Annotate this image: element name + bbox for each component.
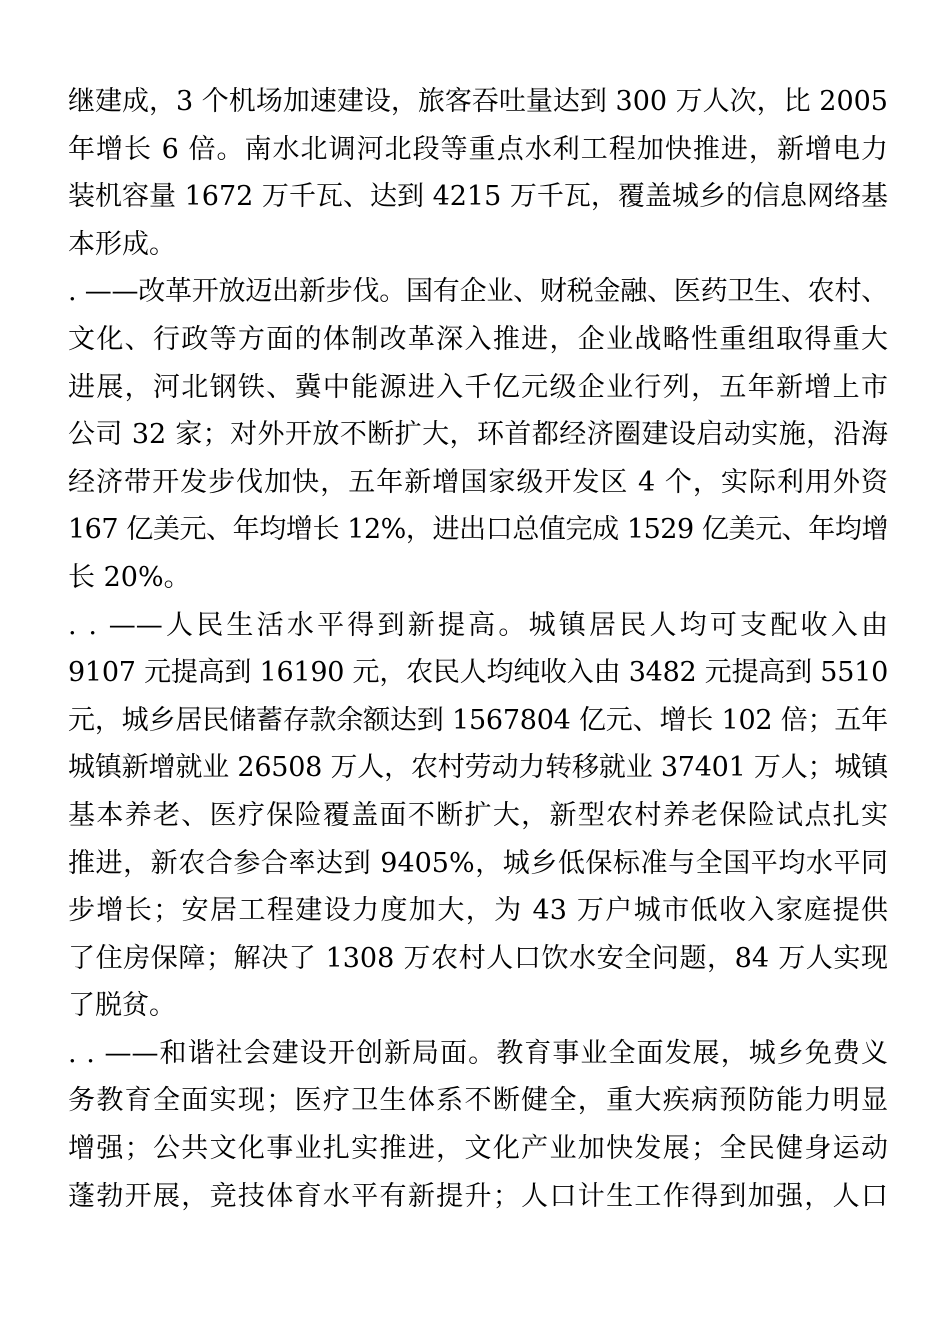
text-line: . . ——和谐社会建设开创新局面。教育事业全面发展，城乡免费义 [68, 1037, 888, 1069]
text-line: 务教育全面实现；医疗卫生体系不断健全，重大疾病预防能力明显 [68, 1085, 888, 1117]
text-line: 元，城乡居民储蓄存款余额达到 1567804 亿元、增长 102 倍；五年 [68, 704, 888, 736]
text-line: 年增长 6 倍。南水北调河北段等重点水利工程加快推进，新增电力 [68, 133, 888, 165]
text-line: 167 亿美元、年均增长 12%，进出口总值完成 1529 亿美元、年均增 [68, 514, 888, 546]
paragraph-reform-opening [68, 268, 888, 601]
text-line: 文化、行政等方面的体制改革深入推进，企业战略性重组取得重大 [68, 323, 888, 355]
text-line: 长 20%。 [68, 561, 191, 593]
text-line: . . ——人民生活水平得到新提高。城镇居民人均可支配收入由 [68, 609, 888, 641]
text-line: 经济带开发步伐加快，五年新增国家级开发区 4 个，实际利用外资 [68, 466, 888, 498]
text-line: 步增长；安居工程建设力度加大，为 43 万户城市低收入家庭提供 [68, 895, 888, 927]
text-line: 本形成。 [68, 228, 176, 260]
text-line: 基本养老、医疗保险覆盖面不断扩大，新型农村养老保险试点扎实 [68, 799, 888, 831]
document-body [68, 78, 888, 1220]
text-line: 蓬勃开展，竞技体育水平有新提升；人口计生工作得到加强，人口 [68, 1180, 888, 1212]
text-line: 装机容量 1672 万千瓦、达到 4215 万千瓦，覆盖城乡的信息网络基 [68, 181, 888, 213]
paragraph-living-standards [68, 602, 888, 1030]
text-line: 推进，新农合参合率达到 9405%，城乡低保标准与全国平均水平同 [68, 847, 888, 879]
text-line: 继建成，3 个机场加速建设，旅客吞吐量达到 300 万人次，比 2005 [68, 86, 888, 117]
text-line: 城镇新增就业 26508 万人，农村劳动力转移就业 37401 万人；城镇 [68, 752, 888, 784]
text-line: 公司 32 家；对外开放不断扩大，环首都经济圈建设启动实施，沿海 [68, 419, 888, 451]
text-line: 增强；公共文化事业扎实推进，文化产业加快发展；全民健身运动 [68, 1133, 888, 1165]
paragraph-infrastructure [68, 78, 888, 268]
text-line: 9107 元提高到 16190 元，农民人均纯收入由 3482 元提高到 5510 [68, 657, 888, 689]
text-line: . ——改革开放迈出新步伐。国有企业、财税金融、医药卫生、农村、 [68, 276, 888, 308]
text-line: 进展，河北钢铁、冀中能源进入千亿元级企业行列，五年新增上市 [68, 371, 888, 403]
text-line: 了住房保障；解决了 1308 万农村人口饮水安全问题，84 万人实现 [68, 942, 888, 974]
paragraph-harmonious-society [68, 1030, 888, 1220]
text-line: 了脱贫。 [68, 990, 176, 1022]
